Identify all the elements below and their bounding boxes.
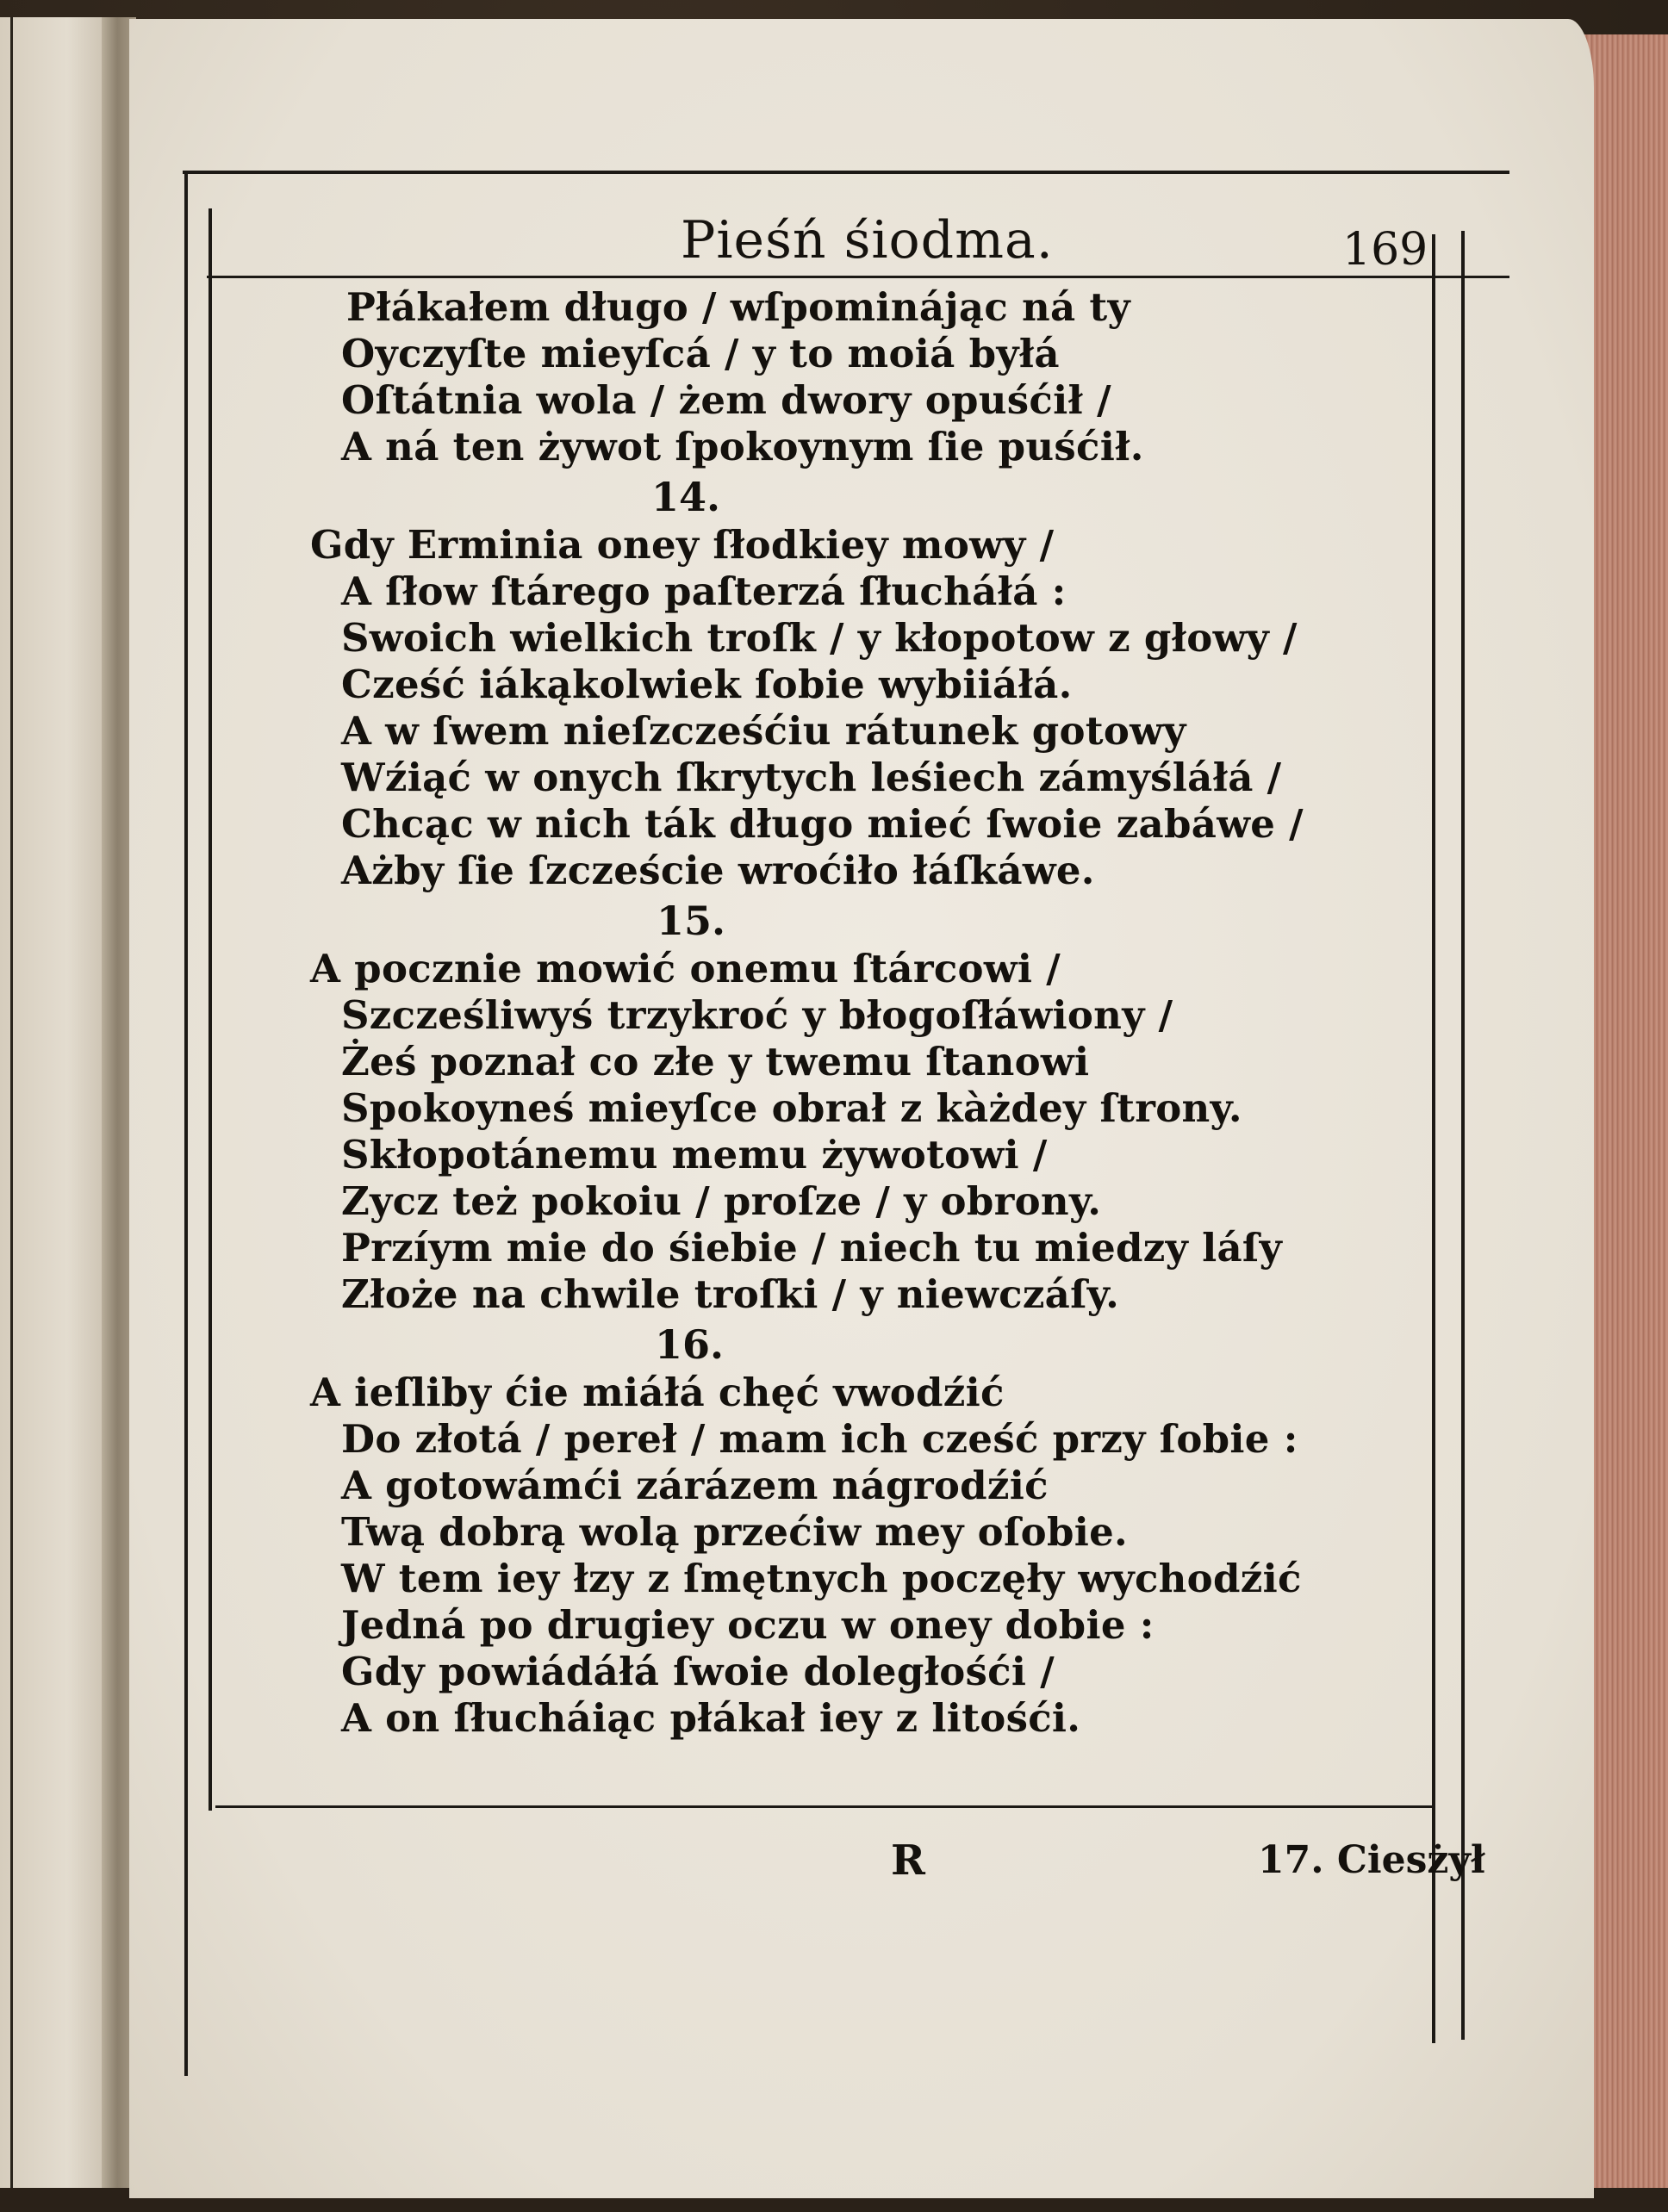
verse-line: Skłopotánemu memu żywotowi /: [341, 1132, 1048, 1177]
verse-line: A ſłow ſtárego paſterzá ſłucháłá :: [341, 569, 1067, 614]
verse-line: Ażby ſie ſzczeście wroćiło łáſkáwe.: [341, 848, 1095, 893]
verse-line: Gdy powiádáłá ſwoie doległośći /: [341, 1649, 1055, 1694]
verse-line: W tem iey łzy z ſmętnych poczęły wychodźić: [341, 1556, 1302, 1601]
stanza-number: 16.: [655, 1321, 725, 1368]
verse-line: Wźiąć w onych ſkrytych leśiech zámyśláłá /: [341, 755, 1282, 800]
verse-line: A on ſłucháiąc płákał iey z litośći.: [341, 1695, 1081, 1741]
verse-line: Złoże na chwile troſki / y niewczáſy.: [341, 1271, 1120, 1317]
verse-line: Oyczyſte mieyſcá / y to moiá byłá: [341, 331, 1060, 376]
verse-line: Zycz też pokoiu / proſze / y obrony.: [341, 1178, 1102, 1224]
frame-left-inner-rule: [208, 208, 212, 1811]
page-header-title: Pieśń śiodma.: [681, 210, 1054, 270]
verse-line: A ná ten żywot ſpokoynym ſie puśćił.: [341, 424, 1144, 469]
verse-line: A w ſwem nieſzcześćiu rátunek gotowy: [341, 708, 1186, 754]
verse-line: Płákałem długo / wſpominájąc ná ty: [346, 284, 1130, 330]
verse-line: Przíym mie do śiebie / niech tu miedzy láſy: [341, 1225, 1283, 1271]
verse-line: A ieſliby ćie miáłá chęć vwodźić: [310, 1370, 1005, 1415]
verse-line: A pocznie mowić onemu ſtárcowi /: [310, 946, 1061, 991]
frame-top-rule: [183, 171, 1509, 174]
frame-left-rule: [184, 172, 188, 2076]
verse-line: Twą dobrą wolą przećiw mey oſobie.: [341, 1509, 1129, 1555]
verse-line: Szcześliwyś trzykroć y błogoſłáwiony /: [341, 992, 1173, 1038]
left-page-edge: [0, 17, 112, 2188]
verse-line: Cześć iákąkolwiek ſobie wybiiáłá.: [341, 662, 1073, 707]
signature-mark: R: [891, 1836, 925, 1885]
page-number: 169: [1342, 224, 1428, 276]
left-page-rule: [10, 17, 13, 2188]
frame-right-inner-rule: [1432, 234, 1435, 2043]
verse-line: Jedná po drugiey oczu w oney dobie :: [341, 1602, 1155, 1648]
book-page: [129, 19, 1594, 2198]
catchword: 17. Ciesżył: [1258, 1838, 1485, 1882]
verse-line: Do złotá / pereł / mam ich cześć przy ſobie :: [341, 1416, 1298, 1462]
footer-rule: [215, 1805, 1435, 1808]
stanza-number: 15.: [657, 898, 726, 944]
verse-line: Oſtátnia wola / żem dwory opuśćił /: [341, 377, 1111, 423]
verse-line: Swoich wielkich troſk / y kłopotow z głowy /: [341, 615, 1298, 661]
verse-line: Chcąc w nich ták długo mieć ſwoie zabáwe /: [341, 801, 1304, 847]
header-rule: [207, 276, 1509, 278]
verse-line: Spokoyneś mieyſce obrał z kàżdey ſtrony.: [341, 1085, 1242, 1131]
stanza-number: 14.: [651, 474, 721, 520]
verse-line: A gotowámći zárázem nágrodźić: [341, 1463, 1049, 1508]
verse-line: Żeś poznał co złe y twemu ſtanowi: [341, 1039, 1090, 1084]
verse-line: Gdy Erminia oney ſłodkiey mowy /: [310, 522, 1055, 568]
frame-right-rule: [1461, 231, 1465, 2040]
